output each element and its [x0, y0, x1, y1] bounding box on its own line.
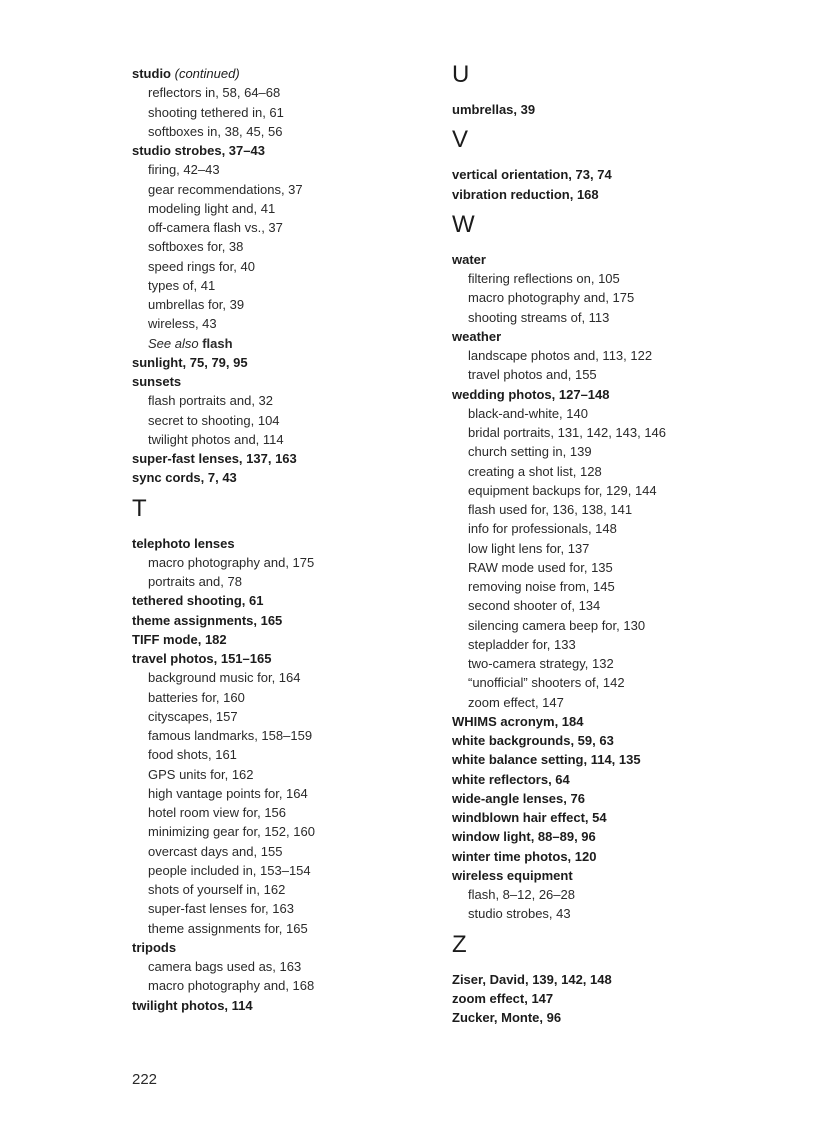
index-entry-super-fast-lenses: super-fast lenses, 137, 163 [132, 451, 297, 466]
index-entry-whims: WHIMS acronym, 184 [452, 713, 584, 729]
index-subentry: GPS units for, 162 [148, 766, 254, 782]
index-subentry: macro photography and, 175 [468, 290, 635, 306]
index-entry-sync-cords: sync cords, 7, 43 [132, 470, 237, 486]
index-subentry: camera bags used as, 163 [148, 959, 302, 974]
index-subentry: portraits and, 78 [148, 574, 242, 589]
index-entry-studio-strobes: studio strobes, 37–43 [132, 143, 265, 158]
section-letter-u: U [452, 61, 470, 88]
index-subentry: zoom effect, 147 [468, 694, 564, 710]
index-entry-white-reflectors: white reflectors, 64 [452, 771, 570, 787]
index-column-right [452, 61, 752, 1027]
section-letter-z: Z [452, 930, 467, 958]
index-subentry: flash used for, 136, 138, 141 [468, 502, 633, 517]
index-subentry: minimizing gear for, 152, 160 [148, 824, 315, 840]
index-subentry: speed rings for, 40 [148, 258, 255, 274]
index-subentry: hotel room view for, 156 [148, 805, 287, 820]
index-entry-zucker: Zucker, Monte, 96 [452, 1010, 562, 1025]
index-subentry: church setting in, 139 [468, 444, 592, 460]
index-subentry: food shots, 161 [148, 747, 237, 763]
entry-term: studio [132, 66, 171, 81]
index-entry-theme: theme assignments, 165 [132, 612, 283, 628]
index-entry-water: water [452, 251, 486, 267]
index-subentry: overcast days and, 155 [148, 843, 283, 859]
index-subentry: theme assignments for, 165 [148, 920, 308, 936]
index-subentry: gear recommendations, 37 [148, 181, 303, 197]
index-entry-winter: winter time photos, 120 [452, 848, 597, 864]
index-subentry: modeling light and, 41 [148, 200, 276, 216]
index-subentry: stepladder for, 133 [468, 636, 576, 652]
index-subentry: softboxes for, 38 [148, 239, 244, 255]
index-subentry: macro photography and, 168 [148, 978, 315, 994]
index-entry-studio [132, 64, 432, 83]
index-subentry: wireless, 43 [148, 316, 217, 332]
section-letter-t: T [132, 494, 147, 522]
index-subentry: umbrellas for, 39 [148, 297, 245, 312]
index-subentry: travel photos and, 155 [468, 367, 597, 383]
index-subentry: flash portraits and, 32 [148, 393, 274, 409]
index-entry-twilight: twilight photos, 114 [132, 997, 253, 1013]
see-also-prefix: See also [148, 335, 199, 351]
index-subentry: info for professionals, 148 [468, 521, 617, 537]
index-subentry: low light lens for, 137 [468, 540, 590, 556]
index-subentry: two-camera strategy, 132 [468, 656, 614, 671]
index-entry-wireless: wireless equipment [452, 867, 573, 883]
index-column-left [132, 64, 432, 1015]
index-entry-vertical: vertical orientation, 73, 74 [452, 167, 612, 183]
index-subentry: famous landmarks, 158–159 [148, 728, 313, 743]
index-subentry: secret to shooting, 104 [148, 412, 280, 428]
index-subentry: bridal portraits, 131, 142, 143, 146 [468, 425, 667, 440]
see-also-reference [132, 334, 432, 353]
index-entry-tripods: tripods [132, 939, 177, 955]
index-subentry: shots of yourself in, 162 [148, 882, 286, 897]
index-subentry: firing, 42–43 [148, 162, 220, 178]
index-subentry: removing noise from, 145 [468, 579, 615, 594]
index-subentry: people included in, 153–154 [148, 862, 311, 878]
index-entry-umbrellas: umbrellas, 39 [452, 102, 536, 117]
index-subentry: super-fast lenses for, 163 [148, 901, 294, 917]
index-entry-white-backgrounds: white backgrounds, 59, 63 [452, 733, 614, 748]
index-entry-ziser: Ziser, David, 139, 142, 148 [452, 971, 612, 987]
index-subentry: macro photography and, 175 [148, 554, 315, 570]
index-entry-sunsets: sunsets [132, 374, 182, 389]
index-subentry: reflectors in, 58, 64–68 [148, 85, 281, 101]
index-subentry: softboxes in, 38, 45, 56 [148, 123, 283, 139]
index-entry-vibration: vibration reduction, 168 [452, 186, 599, 202]
index-subentry: flash, 8–12, 26–28 [468, 887, 575, 902]
index-subentry: twilight photos and, 114 [148, 431, 284, 447]
index-entry-zoom: zoom effect, 147 [452, 990, 554, 1006]
section-letter-v: V [452, 126, 469, 154]
index-subentry: landscape photos and, 113, 122 [468, 348, 653, 363]
index-entry-wedding: wedding photos, 127–148 [452, 386, 610, 402]
index-subentry: RAW mode used for, 135 [468, 559, 613, 575]
index-entry-wide-angle: wide-angle lenses, 76 [452, 790, 585, 806]
entry-qualifier: (continued) [174, 66, 240, 81]
index-subentry: background music for, 164 [148, 670, 301, 686]
index-subentry: cityscapes, 157 [148, 708, 238, 724]
index-subentry: silencing camera beep for, 130 [468, 617, 646, 633]
index-subentry: creating a shot list, 128 [468, 463, 602, 479]
index-subentry: black-and-white, 140 [468, 405, 588, 421]
index-subentry: batteries for, 160 [148, 689, 245, 705]
index-entry-tiff: TIFF mode, 182 [132, 631, 227, 647]
page-number: 222 [132, 1071, 158, 1088]
index-entry-telephoto: telephoto lenses [132, 535, 235, 551]
index-subentry: “unofficial” shooters of, 142 [468, 675, 625, 691]
index-entry-weather: weather [452, 328, 502, 344]
index-subentry: off-camera flash vs., 37 [148, 220, 283, 235]
index-subentry: equipment backups for, 129, 144 [468, 482, 657, 498]
index-subentry: studio strobes, 43 [468, 906, 571, 922]
index-entry-tethered: tethered shooting, 61 [132, 593, 264, 609]
index-entry-sunlight: sunlight, 75, 79, 95 [132, 354, 248, 370]
index-subentry: second shooter of, 134 [468, 598, 601, 614]
index-subentry: filtering reflections on, 105 [468, 271, 620, 286]
index-subentry: shooting streams of, 113 [468, 309, 610, 325]
section-letter-w: W [452, 210, 475, 238]
index-entry-travel: travel photos, 151–165 [132, 651, 272, 666]
see-also-term: flash [202, 335, 233, 351]
index-subentry: types of, 41 [148, 277, 216, 293]
index-entry-windblown: windblown hair effect, 54 [452, 810, 607, 825]
index-subentry: shooting tethered in, 61 [148, 104, 284, 120]
index-entry-window-light: window light, 88–89, 96 [452, 829, 596, 845]
index-entry-white-balance: white balance setting, 114, 135 [452, 752, 641, 768]
index-subentry: high vantage points for, 164 [148, 785, 308, 801]
